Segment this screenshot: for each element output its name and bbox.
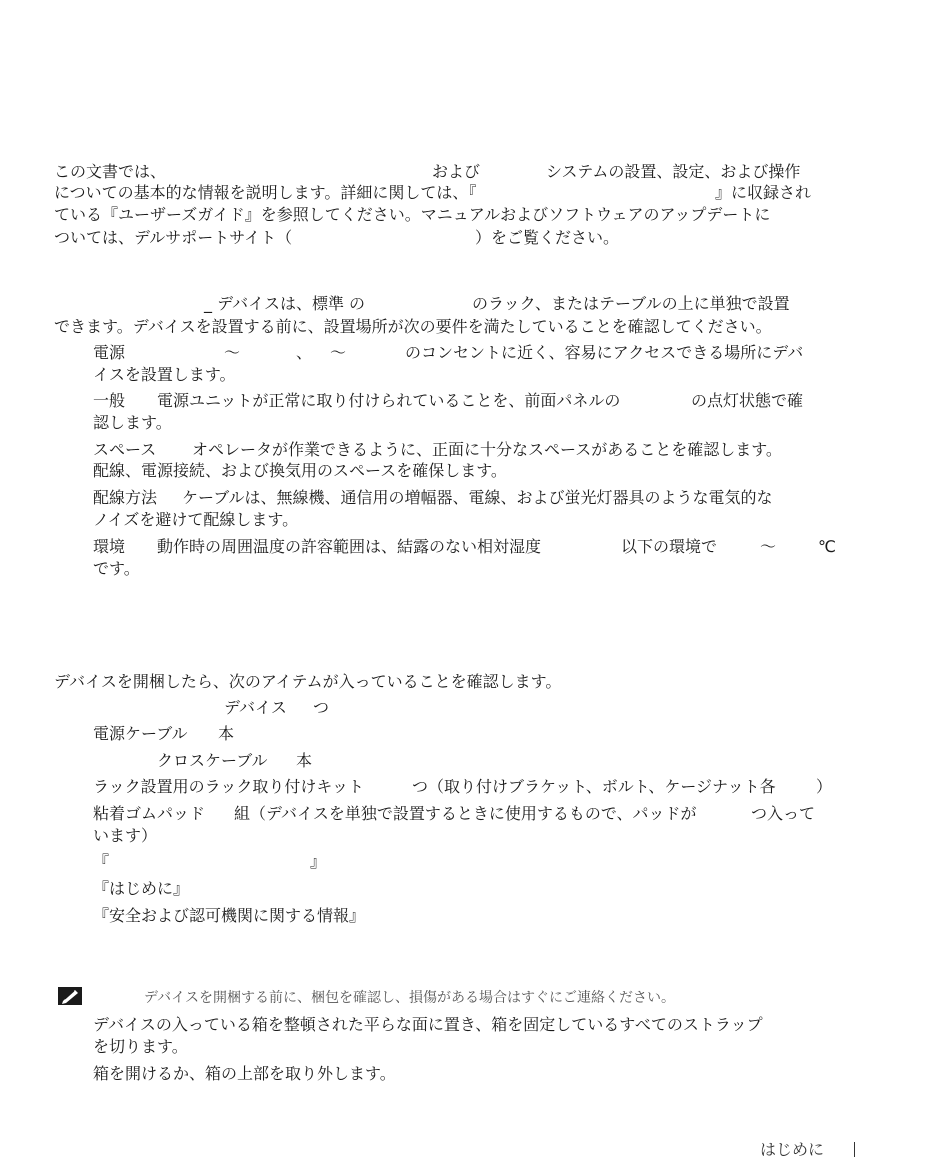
req-env-text-b: 以下の環境で xyxy=(621,537,718,556)
package-item-rubber-pad-c: つ入って xyxy=(751,804,816,823)
step-1: デバイスの入っている箱を整頓された平らな面に置き、箱を固定しているすべてのストラップ xyxy=(93,1015,763,1034)
package-item-doc-close: 』 xyxy=(310,852,327,871)
footer-separator xyxy=(854,1142,855,1157)
req-env-text: 動作時の周囲温度の許容範囲は、結露のない相対湿度 xyxy=(157,537,542,556)
package-item-rack-kit-c: ） xyxy=(816,777,833,796)
package-item-doc-open: 『 xyxy=(93,852,110,871)
intro-line-4b: ）をご覧ください。 xyxy=(475,228,620,247)
req-power-text-2: イスを設置します。 xyxy=(93,365,236,384)
intro-line-2a: についての基本的な情報を説明します。詳細に関しては、『 xyxy=(54,183,477,202)
package-item-safety-info: 『安全および認可機関に関する情報』 xyxy=(93,906,366,925)
req-general-text-2: 認します。 xyxy=(93,413,172,432)
package-item-rubber-pad: 粘着ゴムパッド xyxy=(93,804,206,823)
step-2: 箱を開けるか、箱の上部を取り外します。 xyxy=(93,1064,396,1083)
package-item-power-cable: 電源ケーブル xyxy=(93,724,188,743)
package-item-device: デバイス xyxy=(224,698,287,717)
req-power-comma: 、 xyxy=(296,343,313,362)
req-power-tilde1: ～ xyxy=(224,343,241,362)
package-item-power-cable-qty: 本 xyxy=(218,724,235,743)
package-item-device-qty: つ xyxy=(313,698,330,717)
install-line-1a: _ デバイスは、標準 の xyxy=(204,294,366,313)
req-space-text: オペレータが作業できるように、正面に十分なスペースがあることを確認します。 xyxy=(192,440,782,459)
req-general-label: 一般 xyxy=(93,391,126,410)
package-item-cross-cable-qty: 本 xyxy=(296,751,313,770)
req-env-celsius: ℃ xyxy=(818,537,836,556)
page-footer: はじめに xyxy=(760,1140,825,1159)
package-item-rack-kit: ラック設置用のラック取り付けキット xyxy=(93,777,365,796)
req-power-label: 電源 xyxy=(93,343,126,362)
req-env-text-2: です。 xyxy=(93,559,140,578)
intro-line-1c: システムの設置、設定、および操作 xyxy=(546,162,801,181)
req-power-tilde2: ～ xyxy=(330,343,347,362)
package-intro: デバイスを開梱したら、次のアイテムが入っていることを確認します。 xyxy=(54,672,562,691)
req-wiring-text: ケーブルは、無線機、通信用の増幅器、電線、および蛍光灯器具のような電気的な xyxy=(182,488,773,507)
intro-line-1a: この文書では、 xyxy=(54,162,167,181)
intro-line-4a: ついては、デルサポートサイト（ xyxy=(54,228,293,247)
package-item-rack-kit-b: つ（取り付けブラケット、ボルト、ケージナット各 xyxy=(412,777,776,796)
install-line-2: できます。デバイスを設置する前に、設置場所が次の要件を満たしていることを確認してください。 xyxy=(54,317,772,336)
req-general-text-b: の点灯状態で確 xyxy=(691,391,804,410)
note-text: デバイスを開梱する前に、梱包を確認し、損傷がある場合はすぐにご連絡ください。 xyxy=(144,990,676,1006)
req-space-label: スペース xyxy=(93,440,157,459)
req-power-text: のコンセントに近く、容易にアクセスできる場所にデバ xyxy=(405,343,804,362)
intro-line-1b: および xyxy=(432,162,481,181)
req-space-text-2: 配線、電源接続、および換気用のスペースを確保します。 xyxy=(93,461,507,480)
package-item-cross-cable: クロスケーブル xyxy=(157,751,268,770)
install-line-1b: のラック、またはテーブルの上に単独で設置 xyxy=(472,294,790,313)
req-wiring-text-2: ノイズを避けて配線します。 xyxy=(93,510,299,529)
req-general-text: 電源ユニットが正常に取り付けられていることを、前面パネルの xyxy=(157,391,621,410)
intro-line-3: ている『ユーザーズガイド』を参照してください。マニュアルおよびソフトウェアのアップデートに xyxy=(54,205,771,224)
package-item-rubber-pad-b: 組（デバイスを単独で設置するときに使用するもので、パッドが xyxy=(234,804,697,823)
req-env-tilde: ～ xyxy=(760,537,777,556)
req-env-label: 環境 xyxy=(93,537,126,556)
package-item-rubber-pad-2: います） xyxy=(93,826,158,845)
step-1-cont: を切ります。 xyxy=(93,1037,188,1056)
package-item-getting-started: 『はじめに』 xyxy=(93,879,190,898)
req-wiring-label: 配線方法 xyxy=(93,488,158,507)
pencil-note-icon xyxy=(58,987,82,1005)
intro-line-2b: 』に収録され xyxy=(715,183,812,202)
